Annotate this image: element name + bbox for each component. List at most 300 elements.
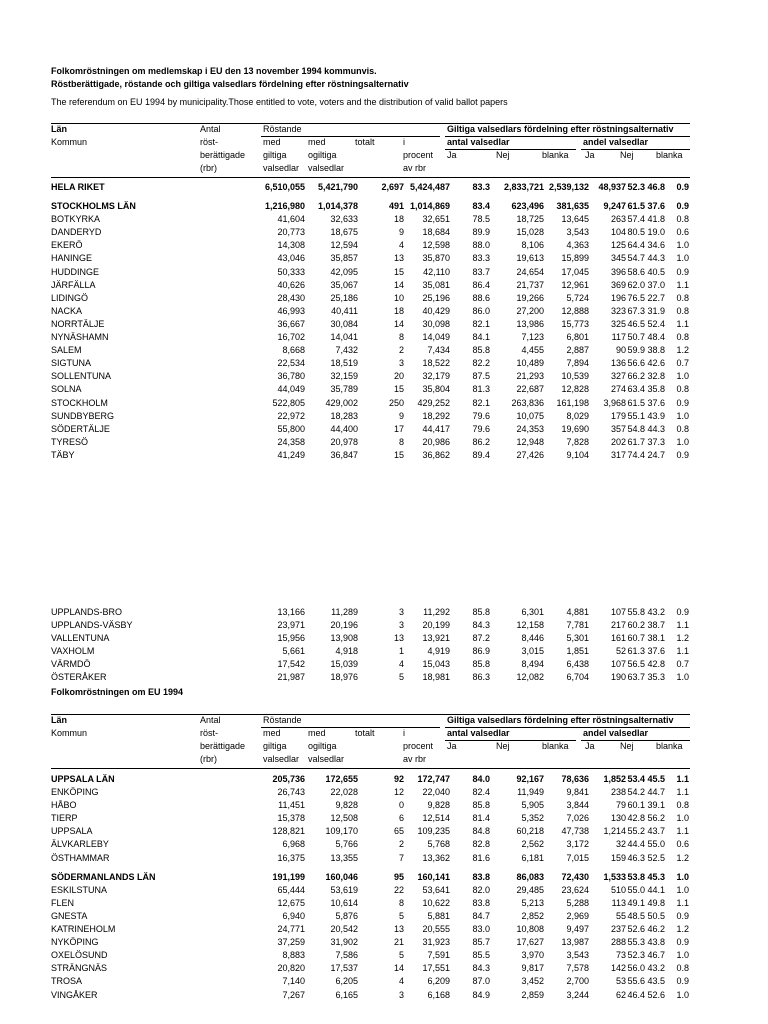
header-giltiga: Giltiga valsedlars fördelning efter röstningsalternativ: [447, 124, 674, 134]
cell-value: 55.0: [627, 884, 645, 895]
cell-value: 55.6: [627, 976, 645, 987]
table-row: [51, 226, 690, 239]
header2-med-ogiltiga-3: valsedlar: [308, 754, 345, 764]
municipality-name: VAXHOLM: [51, 646, 95, 657]
municipality-name: ENKÖPING: [51, 787, 99, 798]
cell-value: 130: [610, 813, 626, 824]
cell-value: 46.3: [627, 852, 645, 863]
cell-value: 56.5: [627, 659, 645, 670]
cell-value: 6,181: [521, 852, 544, 863]
cell-value: 14,308: [277, 240, 305, 251]
cell-value: 64.4: [627, 240, 645, 251]
cell-value: 42,110: [423, 266, 450, 277]
cell-value: 13,921: [422, 633, 450, 644]
cell-value: 65: [393, 826, 404, 837]
cell-value: 190: [610, 672, 626, 683]
header2-antal-1: Antal: [200, 715, 221, 725]
cell-value: 32,651: [422, 214, 450, 225]
cell-value: 37.6: [647, 646, 665, 657]
cell-value: 86.9: [472, 646, 490, 657]
cell-value: 3,015: [521, 646, 544, 657]
cell-value: 263: [610, 214, 626, 225]
cell-value: 90: [615, 345, 626, 356]
header2-antal-3: berättigade: [200, 741, 246, 751]
header-rostande: Röstande: [263, 124, 302, 134]
cell-value: 25,186: [330, 292, 358, 303]
header-med-giltiga-2: giltiga: [263, 150, 287, 160]
municipality-name: NACKA: [51, 305, 83, 316]
cell-value: 0.8: [676, 305, 689, 316]
cell-value: 3: [398, 358, 404, 369]
cell-value: 107: [610, 607, 626, 617]
cell-value: 11,949: [517, 787, 544, 798]
cell-value: 2,969: [566, 910, 589, 921]
cell-value: 19,690: [561, 423, 589, 434]
cell-value: 84.8: [472, 826, 490, 837]
cell-value: 1.0: [676, 371, 689, 382]
cell-value: 15,028: [516, 227, 544, 238]
cell-value: 11,292: [423, 607, 450, 617]
cell-value: 5,352: [521, 813, 544, 824]
cell-value: 39.1: [647, 800, 665, 811]
cell-value: 24,654: [516, 266, 544, 277]
cell-value: 5,424,487: [409, 182, 450, 192]
municipality-name: VÄRMDÖ: [51, 659, 91, 670]
cell-value: 20,986: [422, 436, 450, 447]
table-row: [51, 370, 690, 383]
cell-value: 35,870: [422, 253, 450, 264]
cell-value: 3: [398, 607, 404, 617]
cell-value: 13,645: [561, 214, 589, 225]
table-row: [51, 838, 690, 851]
header-med-ogiltiga-3: valsedlar: [308, 163, 345, 173]
cell-value: 53,641: [422, 884, 450, 895]
table-row: [51, 825, 690, 838]
header-antal-valsedlar: antal valsedlar: [447, 137, 510, 147]
table-row: [51, 949, 690, 962]
cell-value: 15,773: [561, 318, 589, 329]
cell-value: 1,214: [603, 826, 626, 837]
cell-value: 26,743: [277, 787, 305, 798]
cell-value: 5,724: [566, 292, 589, 303]
cell-value: 60.2: [627, 620, 645, 631]
cell-value: 5,213: [521, 897, 544, 908]
cell-value: 40,626: [277, 279, 305, 290]
municipality-name: BOTKYRKA: [51, 214, 101, 225]
cell-value: 10,075: [516, 410, 544, 421]
header2-andel-blanka: blanka: [656, 741, 683, 751]
municipality-name: SIGTUNA: [51, 358, 92, 369]
cell-value: 45.3: [647, 871, 665, 882]
cell-value: 161,198: [556, 397, 589, 408]
cell-value: 7,432: [335, 345, 358, 356]
cell-value: 57.4: [627, 214, 645, 225]
cell-value: 40,411: [331, 305, 358, 316]
cell-value: 55.0: [647, 839, 665, 850]
cell-value: 15,378: [277, 813, 305, 824]
cell-value: 5: [398, 950, 404, 961]
header-andel-ja: Ja: [585, 150, 595, 160]
cell-value: 161: [610, 633, 626, 644]
table-row: [51, 344, 690, 357]
cell-value: 0.9: [676, 937, 689, 948]
municipality-name: ÖSTHAMMAR: [51, 852, 110, 863]
cell-value: 44,049: [277, 384, 305, 395]
cell-value: 55,800: [277, 423, 305, 434]
cell-value: 31,923: [422, 937, 450, 948]
header-lan: Län: [51, 124, 68, 134]
municipality-name: NYKÖPING: [51, 937, 99, 948]
header-andel-blanka: blanka: [656, 150, 683, 160]
municipality-name: UPPLANDS-VÄSBY: [51, 620, 133, 631]
cell-value: 54.8: [627, 423, 645, 434]
cell-value: 52.3: [627, 182, 645, 192]
cell-value: 55.8: [627, 607, 645, 617]
cell-value: 396: [610, 266, 626, 277]
header2-lan: Län: [51, 715, 68, 725]
cell-value: 12,082: [516, 672, 544, 683]
cell-value: 31,902: [330, 937, 358, 948]
cell-value: 25,196: [422, 292, 450, 303]
cell-value: 44.4: [627, 839, 645, 850]
municipality-name: VINGÅKER: [51, 989, 98, 1000]
cell-value: 1.0: [676, 240, 689, 251]
header2-med-giltiga-1: med: [263, 728, 281, 738]
municipality-name: TYRESÖ: [51, 436, 89, 447]
cell-value: 81.4: [472, 813, 490, 824]
cell-value: 15,899: [561, 253, 589, 264]
cell-value: 84.0: [472, 774, 490, 784]
cell-value: 12,828: [561, 384, 589, 395]
cell-value: 86.3: [472, 672, 490, 683]
table-row: [51, 658, 690, 671]
municipality-name: NYNÄSHAMN: [51, 332, 109, 343]
cell-value: 238: [610, 787, 626, 798]
cell-value: 19.0: [647, 227, 665, 238]
table-row: [51, 989, 690, 1002]
cell-value: 42,095: [330, 266, 358, 277]
municipality-name: FLEN: [51, 897, 75, 908]
cell-value: 107: [610, 659, 626, 670]
cell-value: 37.6: [647, 397, 665, 408]
cell-value: 83.3: [472, 253, 490, 264]
cell-value: 1.0: [676, 871, 689, 882]
cell-value: 20,773: [277, 227, 305, 238]
table-row: [51, 897, 690, 910]
cell-value: 1.0: [676, 672, 689, 683]
cell-value: 205,736: [272, 774, 305, 784]
cell-value: 86,083: [516, 871, 544, 882]
cell-value: 55.2: [627, 826, 645, 837]
cell-value: 18,725: [516, 214, 544, 225]
cell-value: 2,833,721: [503, 182, 544, 192]
table-1: [51, 181, 690, 462]
cell-value: 35,789: [330, 384, 358, 395]
cell-value: 22,040: [422, 787, 450, 798]
cell-value: 250: [388, 397, 404, 408]
cell-value: 42.6: [647, 358, 665, 369]
cell-value: 8: [398, 897, 404, 908]
header-antal-3: berättigade: [200, 150, 246, 160]
table-row: [51, 252, 690, 265]
cell-value: 43.7: [647, 826, 665, 837]
municipality-name: KATRINEHOLM: [51, 924, 116, 935]
municipality-name: SOLLENTUNA: [51, 371, 112, 382]
cell-value: 3,844: [566, 800, 589, 811]
cell-value: 16,375: [277, 852, 305, 863]
cell-value: 7,578: [566, 963, 589, 974]
cell-value: 10,489: [516, 358, 544, 369]
cell-value: 136: [610, 358, 626, 369]
cell-value: 44,417: [422, 423, 450, 434]
header-andel-valsedlar: andel valsedlar: [583, 137, 649, 147]
cell-value: 12,948: [516, 436, 544, 447]
cell-value: 12,598: [422, 240, 450, 251]
cell-value: 61.5: [627, 397, 645, 408]
cell-value: 1.1: [676, 774, 689, 784]
cell-value: 5,881: [427, 910, 450, 921]
cell-value: 1.0: [676, 253, 689, 264]
cell-value: 117: [611, 332, 626, 343]
cell-value: 4,363: [566, 240, 589, 251]
cell-value: 52.6: [647, 989, 665, 1000]
cell-value: 17,045: [561, 266, 589, 277]
cell-value: 43.2: [647, 963, 665, 974]
header-med-ogiltiga-1: med: [308, 137, 326, 147]
cell-value: 50.5: [647, 910, 665, 921]
cell-value: 5,288: [566, 897, 589, 908]
cell-value: 18,981: [422, 672, 450, 683]
cell-value: 21,987: [277, 672, 305, 683]
cell-value: 6,205: [335, 976, 358, 987]
table-row: [51, 200, 690, 213]
cell-value: 66.2: [627, 371, 645, 382]
cell-value: 7,434: [427, 345, 450, 356]
cell-value: 2,887: [566, 345, 589, 356]
municipality-name: UPPLANDS-BRO: [51, 607, 123, 617]
cell-value: 9,817: [521, 963, 544, 974]
cell-value: 0.8: [676, 214, 689, 225]
cell-value: 60.7: [627, 633, 645, 644]
cell-value: 0.6: [676, 839, 689, 850]
municipality-name: STRÄNGNÄS: [51, 963, 108, 974]
cell-value: 89.4: [472, 449, 490, 460]
cell-value: 10,808: [516, 924, 544, 935]
cell-value: 63.4: [627, 384, 645, 395]
header2-med-giltiga-3: valsedlar: [263, 754, 300, 764]
cell-value: 4,918: [335, 646, 358, 657]
municipality-name: TIERP: [51, 813, 78, 824]
table-row: [51, 318, 690, 331]
cell-value: 429,252: [417, 397, 450, 408]
cell-value: 325: [610, 318, 626, 329]
table-row: [51, 449, 690, 462]
cell-value: 7,586: [335, 950, 358, 961]
cell-value: 6,438: [566, 659, 589, 670]
cell-value: 5,301: [566, 633, 589, 644]
cell-value: 85.8: [472, 345, 490, 356]
cell-value: 4,455: [521, 345, 544, 356]
cell-value: 3,970: [521, 950, 544, 961]
cell-value: 6,801: [566, 332, 589, 343]
table-row: [51, 423, 690, 436]
cell-value: 113: [611, 897, 626, 908]
cell-value: 179: [610, 410, 626, 421]
cell-value: 52.5: [647, 852, 665, 863]
cell-value: 18: [393, 214, 404, 225]
table-row: [51, 910, 690, 923]
cell-value: 13: [393, 253, 404, 264]
table-row: [51, 397, 690, 410]
cell-value: 13: [393, 924, 404, 935]
cell-value: 9,104: [566, 449, 589, 460]
cell-value: 18,519: [330, 358, 358, 369]
cell-value: 1,014,378: [317, 201, 358, 212]
cell-value: 12,514: [422, 813, 450, 824]
cell-value: 86.0: [472, 305, 490, 316]
cell-value: 1.0: [676, 884, 689, 895]
cell-value: 79.6: [472, 423, 490, 434]
cell-value: 8: [398, 332, 404, 343]
header2-blanka: blanka: [542, 741, 569, 751]
cell-value: 9,247: [603, 201, 626, 212]
header-nej: Nej: [496, 150, 510, 160]
cell-value: 20,199: [422, 620, 450, 631]
cell-value: 1.0: [676, 410, 689, 421]
cell-value: 85.5: [472, 950, 490, 961]
cell-value: 32,633: [330, 214, 358, 225]
cell-value: 0.7: [676, 358, 689, 369]
header2-giltiga: Giltiga valsedlars fördelning efter röstningsalternativ: [447, 715, 674, 725]
cell-value: 6,168: [427, 989, 450, 1000]
municipality-name: STOCKHOLMS LÄN: [51, 201, 136, 212]
cell-value: 23,624: [561, 884, 589, 895]
cell-value: 28,430: [277, 292, 305, 303]
cell-value: 86.4: [472, 279, 490, 290]
cell-value: 21,293: [516, 371, 544, 382]
page-subtitle: Röstberättigade, röstande och giltiga valsedlars fördelning efter röstningsalternativ: [51, 79, 409, 89]
cell-value: 27,426: [516, 449, 544, 460]
cell-value: 7,123: [521, 332, 544, 343]
table-header-2: [51, 714, 690, 770]
cell-value: 36,780: [277, 371, 305, 382]
cell-value: 0.8: [676, 384, 689, 395]
cell-value: 381,635: [556, 201, 589, 212]
cell-value: 429,002: [325, 397, 358, 408]
cell-value: 43.2: [647, 607, 665, 617]
cell-value: 12,961: [561, 279, 589, 290]
cell-value: 3,244: [566, 989, 589, 1000]
cell-value: 510: [610, 884, 626, 895]
cell-value: 0.9: [676, 910, 689, 921]
cell-value: 67.3: [627, 305, 645, 316]
table-row: [51, 213, 690, 226]
municipality-name: SOLNA: [51, 384, 82, 395]
cell-value: 104: [610, 227, 626, 238]
cell-value: 2: [398, 345, 404, 356]
cell-value: 1,216,980: [264, 201, 305, 212]
cell-value: 0.8: [676, 800, 689, 811]
cell-value: 5,421,790: [317, 182, 358, 192]
cell-value: 12,508: [330, 813, 358, 824]
cell-value: 15: [393, 384, 404, 395]
cell-value: 44,400: [330, 423, 358, 434]
cell-value: 83.8: [472, 871, 490, 882]
header2-andel-ja: Ja: [585, 741, 595, 751]
cell-value: 4: [398, 240, 404, 251]
header2-andel-nej: Nej: [620, 741, 634, 751]
cell-value: 20,542: [330, 924, 358, 935]
cell-value: 491: [388, 201, 404, 212]
cell-value: 56.6: [627, 358, 645, 369]
cell-value: 1.0: [676, 436, 689, 447]
cell-value: 7,267: [282, 989, 305, 1000]
cell-value: 12,158: [516, 620, 544, 631]
cell-value: 109,235: [417, 826, 450, 837]
cell-value: 54.7: [627, 253, 645, 264]
header2-andel-valsedlar: andel valsedlar: [583, 728, 649, 738]
cell-value: 46.4: [627, 989, 645, 1000]
cell-value: 4,919: [427, 646, 450, 657]
cell-value: 89.9: [472, 227, 490, 238]
table-row: [51, 619, 690, 632]
cell-value: 34.6: [647, 240, 665, 251]
municipality-name: HANINGE: [51, 253, 93, 264]
municipality-name: SÖDERTÄLJE: [51, 423, 110, 434]
cell-value: 60.1: [627, 800, 645, 811]
cell-value: 36,847: [330, 449, 358, 460]
cell-value: 14,041: [330, 332, 358, 343]
table-row: [51, 975, 690, 988]
header-procent-3: av rbr: [403, 163, 427, 173]
cell-value: 1.2: [676, 852, 689, 863]
table-row: [51, 812, 690, 825]
cell-value: 1: [398, 646, 404, 657]
header-andel-nej: Nej: [620, 150, 634, 160]
municipality-name: OXELÖSUND: [51, 950, 108, 961]
cell-value: 87.5: [472, 371, 490, 382]
cell-value: 6,301: [521, 607, 544, 617]
header2-med-ogiltiga-2: ogiltiga: [308, 741, 337, 751]
cell-value: 35.3: [647, 672, 665, 683]
cell-value: 2,852: [521, 910, 544, 921]
cell-value: 1.0: [676, 813, 689, 824]
cell-value: 0.6: [676, 227, 689, 238]
cell-value: 82.2: [472, 358, 490, 369]
cell-value: 32,179: [422, 371, 450, 382]
cell-value: 37,259: [277, 937, 305, 948]
cell-value: 1.1: [676, 318, 689, 329]
cell-value: 37.3: [647, 436, 665, 447]
cell-value: 13,987: [561, 937, 589, 948]
cell-value: 43.5: [647, 976, 665, 987]
cell-value: 30,098: [422, 318, 450, 329]
cell-value: 82.1: [472, 318, 490, 329]
cell-value: 5,905: [521, 800, 544, 811]
cell-value: 6,510,055: [264, 182, 305, 192]
cell-value: 9,828: [335, 800, 358, 811]
cell-value: 43,046: [277, 253, 305, 264]
cell-value: 32,159: [330, 371, 358, 382]
cell-value: 48.4: [647, 332, 665, 343]
cell-value: 9,497: [566, 924, 589, 935]
table-2: [51, 773, 690, 1002]
cell-value: 84.3: [472, 620, 490, 631]
cell-value: 83.8: [472, 897, 490, 908]
cell-value: 85.8: [472, 659, 490, 670]
cell-value: 1.2: [676, 345, 689, 356]
cell-value: 6,940: [282, 910, 305, 921]
